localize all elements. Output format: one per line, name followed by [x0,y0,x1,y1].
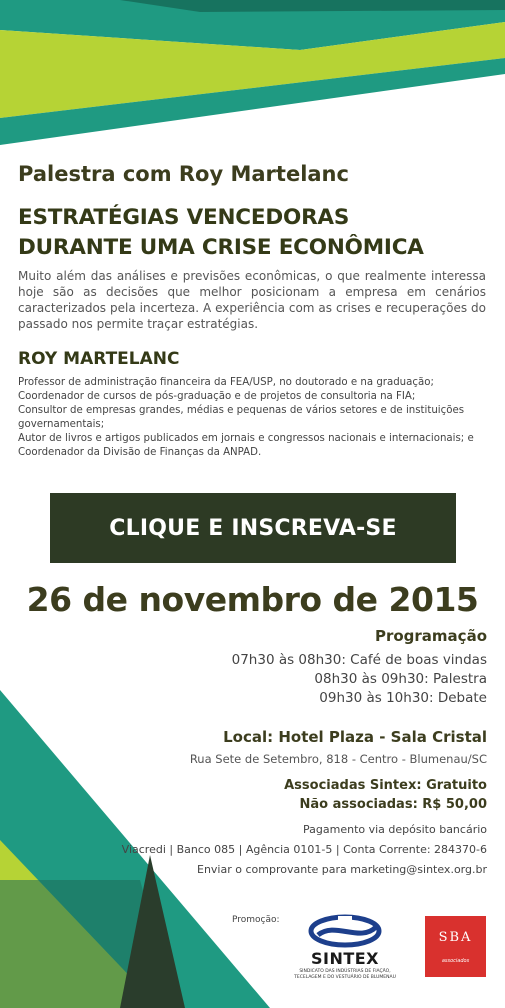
member-price: Associadas Sintex: Gratuito [284,778,487,793]
bio-line: Professor de administração financeira da FEA/USP, no doutorado e na graduação; [18,377,434,388]
headline-line-1: ESTRATÉGIAS VENCEDORAS [18,205,350,230]
sba-logo [425,916,486,977]
event-date: 26 de novembro de 2015 [26,580,479,619]
headline-line-2: DURANTE UMA CRISE ECONÔMICA [18,235,424,260]
payment-method: Pagamento via depósito bancário [303,823,487,836]
speaker-bio [18,376,496,460]
register-button[interactable]: CLIQUE E INSCREVA-SE [50,493,456,563]
sba-tagline: associados [441,958,470,964]
non-member-price: Não associadas: R$ 50,00 [299,797,487,812]
venue-name: Local: Hotel Plaza - Sala Cristal [223,728,487,746]
event-headline [18,203,498,263]
venue-address: Rua Sete de Setembro, 818 - Centro - Blumenau/SC [189,752,487,766]
event-intro: Muito além das análises e previsões econômicas, o que realmente interessa hoje são as decisões que melhor posicionam a empresa em cenários caracterizados pela incerteza. A experiência com as crises e recuperações do passado nos permite traçar estratégias. [18,269,486,331]
program-heading: Programação [374,627,487,645]
sintex-swoosh-icon [290,913,400,953]
promotion-label: Promoção: [232,915,280,925]
bio-line: Coordenador da Divisão de Finanças da ANPAD. [18,447,262,458]
schedule-item: 07h30 às 08h30: Café de boas vindas [231,652,487,668]
bio-line: Coordenador de cursos de pós-graduação e de projetos de consultoria na FIA; [18,391,416,402]
bio-line: Consultor de empresas grandes, médias e pequenas de vários setores e de instituições governamentais; [18,405,465,430]
sba-wordmark: SBA [438,930,473,945]
schedule-item: 09h30 às 10h30: Debate [319,690,487,706]
sintex-wordmark: SINTEX [310,949,380,968]
speaker-name: ROY MARTELANC [18,349,180,369]
schedule-item: 08h30 às 09h30: Palestra [314,671,487,687]
sintex-logo [290,913,400,997]
sintex-tagline-1: SINDICATO DAS INDÚSTRIAS DE FIAÇÃO, [299,969,391,974]
bio-line: Autor de livros e artigos publicados em jornais e congressos nacionais e internacionais; e [18,433,474,444]
sintex-tagline-2: TECELAGEM E DO VESTUÁRIO DE BLUMENAU [294,975,396,980]
send-receipt-note: Enviar o comprovante para marketing@sintex.org.br [197,863,487,876]
event-title: Palestra com Roy Martelanc [18,162,349,186]
bank-details: Viacredi | Banco 085 | Agência 0101-5 | Conta Corrente: 284370-6 [121,843,487,856]
